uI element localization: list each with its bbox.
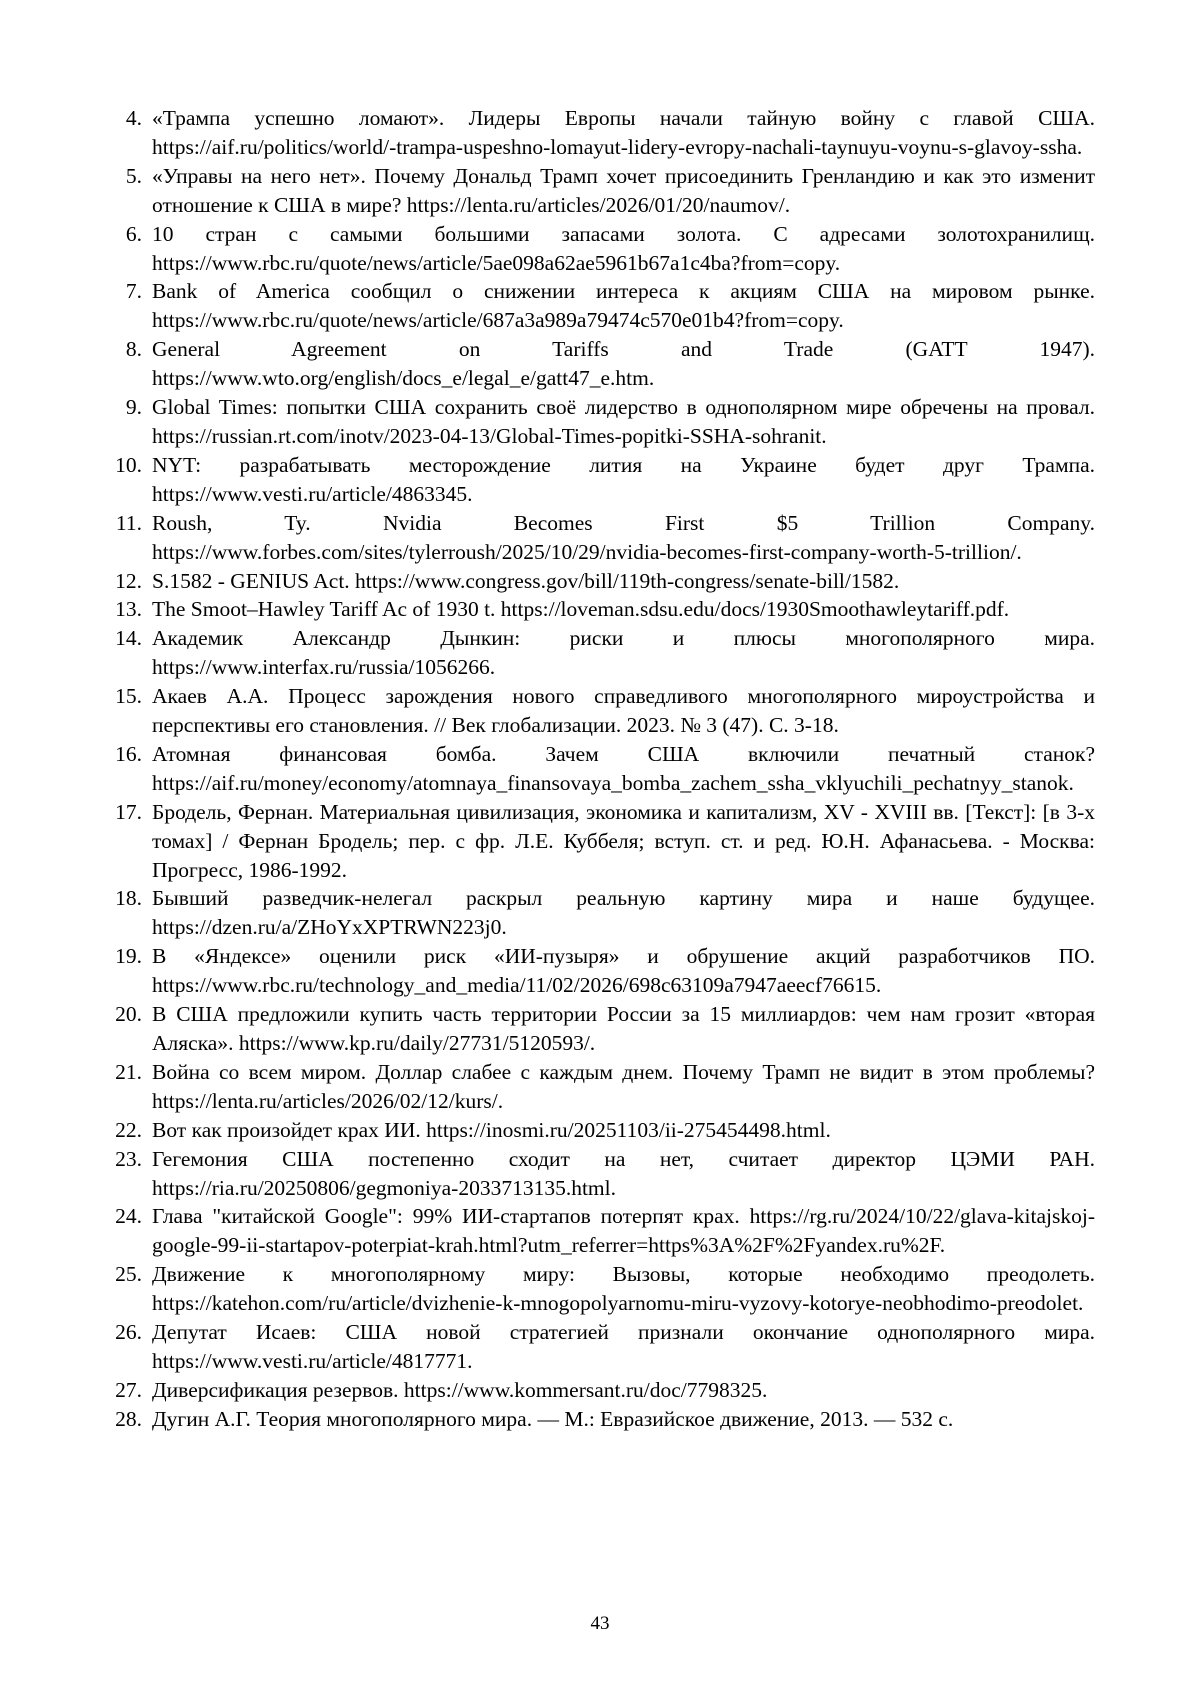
reference-item <box>105 220 1095 278</box>
reference-text: Бывший разведчик-нелегал раскрыл реальную картину мира и наше будущее. https://dzen.ru/a/ZHoYxXPTRWN223j0. <box>152 886 1095 940</box>
page-number: 43 <box>590 1613 610 1634</box>
reference-number: 19. <box>115 944 142 969</box>
reference-item <box>105 942 1095 1000</box>
reference-number: 15. <box>115 684 142 709</box>
reference-item <box>105 1202 1095 1260</box>
reference-item <box>105 1116 1095 1145</box>
reference-item <box>105 682 1095 740</box>
reference-list <box>105 104 1095 1434</box>
reference-number: 20. <box>115 1002 142 1027</box>
reference-number: 5. <box>125 163 142 188</box>
reference-item <box>105 624 1095 682</box>
reference-item <box>105 1260 1095 1318</box>
reference-item <box>105 393 1095 451</box>
reference-number: 21. <box>115 1059 142 1084</box>
reference-text: General Agreement on Tariffs and Trade (GATT 1947). https://www.wto.org/english/docs_e/legal_e/gatt47_e.htm. <box>152 337 1095 391</box>
reference-text: Bank of America сообщил о снижении интереса к акциям США на мировом рынке. https://www.rbc.ru/quote/news/article/687a3a989a79474c570e01b4?from=copy. <box>152 279 1095 333</box>
reference-number: 10. <box>115 452 142 477</box>
reference-item <box>105 1376 1095 1405</box>
reference-number: 14. <box>115 626 142 651</box>
reference-item <box>105 798 1095 885</box>
reference-text: Диверсификация резервов. https://www.kommersant.ru/doc/7798325. <box>152 1377 768 1402</box>
reference-number: 17. <box>115 799 142 824</box>
reference-text: The Smoot–Hawley Tariff Ac of 1930 t. https://loveman.sdsu.edu/docs/1930Smoothawleytariff.pdf. <box>152 597 1010 622</box>
reference-number: 9. <box>125 395 142 420</box>
reference-item <box>105 509 1095 567</box>
reference-text: Вот как произойдет крах ИИ. https://inosmi.ru/20251103/ii-275454498.html. <box>152 1117 831 1142</box>
reference-item <box>105 1000 1095 1058</box>
reference-number: 28. <box>115 1406 142 1431</box>
reference-number: 7. <box>125 279 142 304</box>
reference-text: Гегемония США постепенно сходит на нет, считает директор ЦЭМИ РАН. https://ria.ru/20250806/gegmoniya-2033713135.html. <box>152 1146 1095 1200</box>
reference-text: Глава "китайской Google": 99% ИИ-стартапов потерпят крах. https://rg.ru/2024/10/22/glava-kitajskoj-google-99-ii-startapov-poterpiat-krah.html?utm_referrer=https%3A%2F%2Fyandex.ru%2F. <box>152 1204 1095 1258</box>
reference-text: Бродель, Фернан. Материальная цивилизация, экономика и капитализм, XV - XVIII вв. [Текст]: [в 3-х томах] / Фернан Бродель; пер. с фр. Л.Е. Куббеля; вступ. ст. и ред. Ю.Н. Афанасьева. - Москва: Прогресс, 1986-1992. <box>152 799 1095 882</box>
reference-text: NYT: разрабатывать месторождение лития на Украине будет друг Трампа. https://www.vesti.ru/article/4863345. <box>152 452 1095 506</box>
reference-text: Global Times: попытки США сохранить своё лидерство в однополярном мире обречены на провал. https://russian.rt.com/inotv/2023-04-13/Global-Times-popitki-SSHA-sohranit. <box>152 395 1095 448</box>
reference-item <box>105 1318 1095 1376</box>
reference-text: В США предложили купить часть территории России за 15 миллиардов: чем нам грозит «вторая Аляска». https://www.kp.ru/daily/27731/5120593/. <box>152 1002 1095 1055</box>
reference-number: 6. <box>125 221 142 246</box>
reference-item <box>105 1145 1095 1203</box>
reference-number: 24. <box>115 1204 142 1229</box>
reference-item <box>105 567 1095 596</box>
reference-text: Дугин А.Г. Теория многополярного мира. — М.: Евразийское движение, 2013. — 532 с. <box>152 1406 954 1431</box>
reference-item <box>105 277 1095 335</box>
reference-item <box>105 595 1095 624</box>
reference-text: Академик Александр Дынкин: риски и плюсы многополярного мира. https://www.interfax.ru/russia/1056266. <box>152 626 1095 680</box>
reference-text: 10 стран с самыми большими запасами золота. С адресами золотохранилищ. https://www.rbc.ru/quote/news/article/5ae098a62ae5961b67a1c4ba?from=copy. <box>152 221 1095 275</box>
reference-item <box>105 884 1095 942</box>
reference-number: 4. <box>125 106 142 130</box>
reference-number: 22. <box>115 1117 142 1142</box>
reference-number: 26. <box>115 1320 142 1345</box>
reference-text: S.1582 - GENIUS Act. https://www.congress.gov/bill/119th-congress/senate-bill/1582. <box>152 568 900 593</box>
reference-item <box>105 451 1095 509</box>
reference-number: 11. <box>115 510 142 535</box>
reference-text: «Трампа успешно ломают». Лидеры Европы начали тайную войну с главой США. https://aif.ru/politics/world/-trampa-uspeshno-lomayut-lidery-evropy-nachali-taynuyu-voynu-s-glavoy-ssha. <box>152 106 1095 159</box>
reference-number: 18. <box>115 886 142 911</box>
reference-number: 27. <box>115 1377 142 1402</box>
reference-text: Война со всем миром. Доллар слабее с каждым днем. Почему Трамп не видит в этом проблемы? https://lenta.ru/articles/2026/02/12/kurs/. <box>152 1059 1095 1113</box>
reference-item <box>105 104 1095 162</box>
reference-number: 25. <box>115 1262 142 1287</box>
reference-text: Движение к многополярному миру: Вызовы, которые необходимо преодолеть. https://katehon.com/ru/article/dvizhenie-k-mnogopolyarnomu-miru-vyzovy-kotorye-neobhodimo-preodolet. <box>152 1262 1095 1316</box>
reference-item <box>105 335 1095 393</box>
reference-item <box>105 162 1095 220</box>
reference-text: Roush, Ty. Nvidia Becomes First $5 Trillion Company. https://www.forbes.com/sites/tylerroush/2025/10/29/nvidia-becomes-first-company-worth-5-trillion/. <box>152 510 1095 564</box>
reference-number: 23. <box>115 1146 142 1171</box>
reference-text: «Управы на него нет». Почему Дональд Трамп хочет присоединить Гренландию и как это изменит отношение к США в мире? https://lenta.ru/articles/2026/01/20/naumov/. <box>152 163 1095 217</box>
reference-text: Акаев А.А. Процесс зарождения нового справедливого многополярного мироустройства и перспективы его становления. // Век глобализации. 2023. № 3 (47). С. 3-18. <box>152 684 1095 738</box>
reference-item <box>105 740 1095 798</box>
reference-item <box>105 1405 1095 1434</box>
reference-text: Депутат Исаев: США новой стратегией признали окончание однополярного мира. https://www.vesti.ru/article/4817771. <box>152 1320 1095 1373</box>
reference-number: 13. <box>115 597 142 622</box>
reference-number: 16. <box>115 741 142 766</box>
reference-text: Атомная финансовая бомба. Зачем США включили печатный станок? https://aif.ru/money/economy/atomnaya_finansovaya_bomba_zachem_ssha_vklyuchili_pechatnyy_stanok. <box>152 741 1095 795</box>
reference-item <box>105 1058 1095 1116</box>
reference-text: В «Яндексе» оценили риск «ИИ-пузыря» и обрушение акций разработчиков ПО. https://www.rbc.ru/technology_and_media/11/02/2026/698c63109a7947aeecf76615. <box>152 944 1095 998</box>
reference-number: 8. <box>125 337 142 362</box>
reference-number: 12. <box>115 568 142 593</box>
